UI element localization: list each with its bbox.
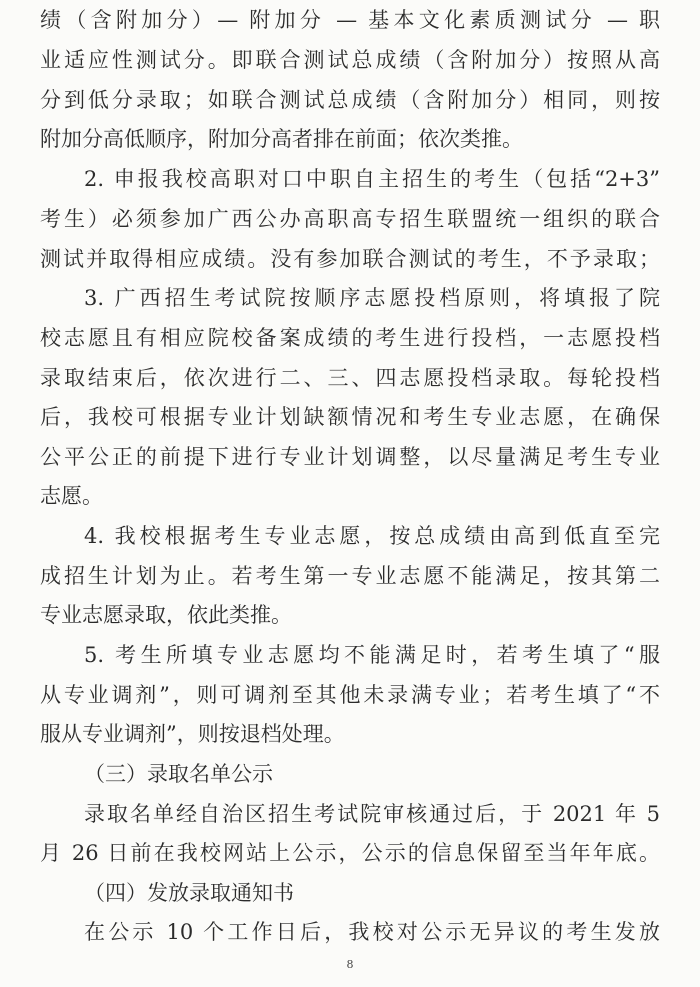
text-line: 绩（含附加分）— 附加分 — 基本文化素质测试分 — 职 (40, 8, 660, 32)
text-line: 录取结束后，依次进行二、三、四志愿投档录取。每轮投档 (40, 366, 660, 390)
text-line: 月 26 日前在我校网站上公示，公示的信息保留至当年年底。 (40, 841, 660, 865)
paragraph-start-line: 4. 我校根据考生专业志愿，按总成绩由高到低直至完 (84, 524, 660, 548)
text-line: 业适应性测试分。即联合测试总成绩（含附加分）按照从高 (40, 48, 660, 72)
text-line: 从专业调剂”，则可调剂至其他未录满专业；若考生填了“不 (40, 683, 660, 707)
text-line: 附加分高低顺序，附加分高者排在前面；依次类推。 (40, 127, 523, 151)
text-line: 后，我校可根据专业计划缺额情况和考生专业志愿，在确保 (40, 405, 660, 429)
paragraph-start-line: 3. 广西招生考试院按顺序志愿投档原则，将填报了院 (84, 286, 660, 310)
text-line: 考生）必须参加广西公办高职高专招生联盟统一组织的联合 (40, 207, 660, 231)
text-line: 专业志愿录取，依此类推。 (40, 603, 292, 627)
section-heading-4: （四）发放录取通知书 (84, 881, 294, 905)
text-line: 校志愿且有相应院校备案成绩的考生进行投档，一志愿投档 (40, 326, 660, 350)
paragraph-start-line: 录取名单经自治区招生考试院审核通过后，于 2021 年 5 (84, 802, 660, 826)
text-line: 分到低分录取；如联合测试总成绩（含附加分）相同，则按 (40, 88, 660, 112)
text-line: 测试并取得相应成绩。没有参加联合测试的考生，不予录取； (40, 247, 660, 271)
text-line: 成招生计划为止。若考生第一专业志愿不能满足，按其第二 (40, 564, 660, 588)
paragraph-start-line: 在公示 10 个工作日后，我校对公示无异议的考生发放 (84, 920, 660, 944)
text-line: 公平公正的前提下进行专业计划调整，以尽量满足考生专业 (40, 445, 660, 469)
text-line: 志愿。 (40, 484, 103, 508)
page-number: 8 (346, 958, 354, 971)
text-line: 服从专业调剂”，则按退档处理。 (40, 722, 345, 746)
section-heading-3: （三）录取名单公示 (84, 762, 273, 786)
paragraph-start-line: 2. 申报我校高职对口中职自主招生的考生（包括“2+3” (84, 167, 660, 191)
paragraph-start-line: 5. 考生所填专业志愿均不能满足时，若考生填了“服 (84, 643, 660, 667)
